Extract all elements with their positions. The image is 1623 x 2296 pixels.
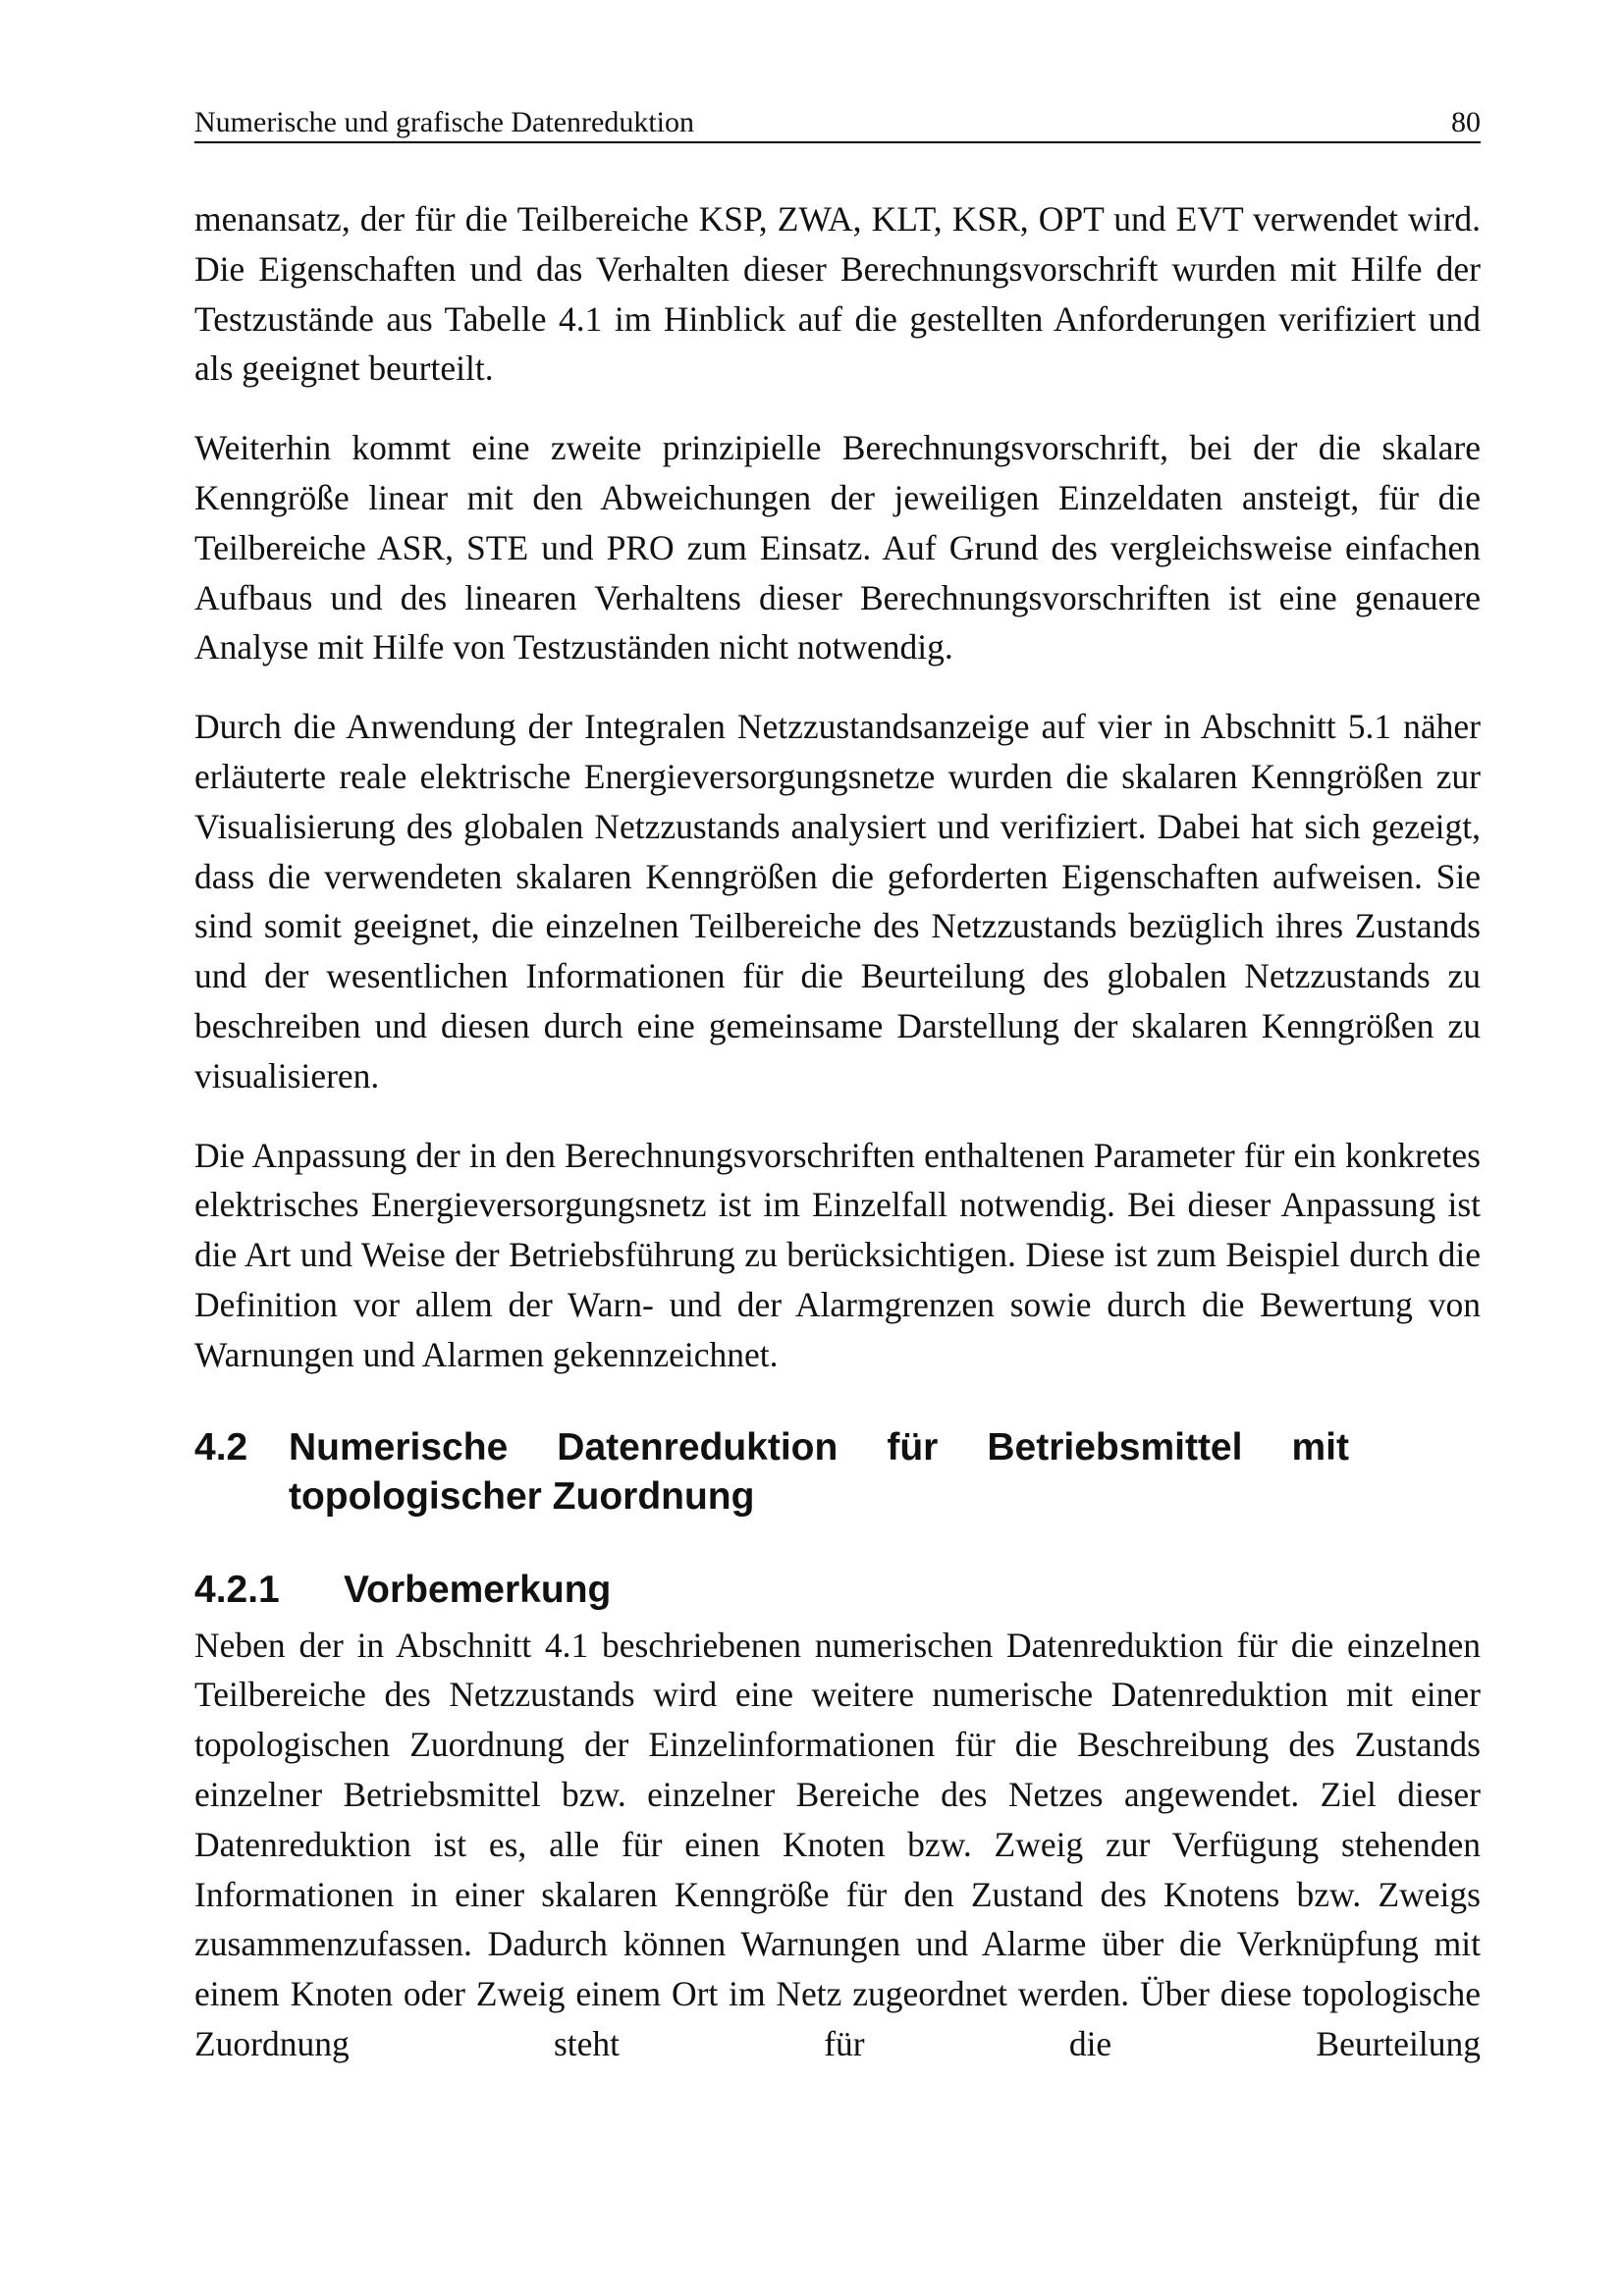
page-number: 80 (1451, 106, 1481, 138)
paragraph: Neben der in Abschnitt 4.1 beschriebenen numerischen Datenreduktion für die einzelnen Teilbereiche des Netzzustands wird eine weitere numerische Datenreduktion mit einer topologischen Zuordnung der Einzelinformationen für die Beschreibung des Zustands einzelner Betriebsmittel bzw. einzelner Bereiche des Netzes angewendet. Ziel dieser Datenreduktion ist es, alle für einen Knoten bzw. Zweig zur Verfügung stehenden Informationen in einer skalaren Kenngröße für den Zustand des Knotens bzw. Zweigs zusammenzufassen. Dadurch können Warnungen und Alarme über die Verknüpfung mit einem Knoten oder Zweig einem Ort im Netz zugeordnet werden. Über diese topologische Zuordnung steht für die Beurteilung (194, 1625, 1481, 2063)
paragraph: menansatz, der für die Teilbereiche KSP, ZWA, KLT, KSR, OPT und EVT verwendet wird. Die Eigenschaften und das Verhalten dieser Berechnungsvorschrift wurden mit Hilfe der Testzustände aus Tabelle 4.1 im Hinblick auf die gestellten Anforderungen verifiziert und als geeignet beurteilt. (194, 199, 1481, 389)
section-heading (194, 1423, 1481, 1522)
running-head (194, 106, 1481, 143)
section-number: 4.2 (194, 1425, 248, 1468)
subsection-number: 4.2.1 (194, 1568, 280, 1611)
subsection-title: Vorbemerkung (344, 1568, 612, 1611)
subsection-heading (194, 1566, 1481, 1615)
body-text (194, 194, 1481, 2069)
section-title: Numerische Datenreduktion für Betriebsmittel mit topologischer Zuordnung (289, 1425, 1349, 1518)
paragraph: Die Anpassung der in den Berechnungsvorschriften enthaltenen Parameter für ein konkretes elektrisches Energieversorgungsnetz ist im Einzelfall notwendig. Bei dieser Anpassung ist die Art und Weise der Betriebsführung zu berücksichtigen. Diese ist zum Beispiel durch die Definition vor allem der Warn- und der Alarmgrenzen sowie durch die Bewertung von Warnungen und Alarmen gekennzeichnet. (194, 1135, 1481, 1374)
paragraph: Weiterhin kommt eine zweite prinzipielle Berechnungsvorschrift, bei der die skalare Kenngröße linear mit den Abweichungen der jeweiligen Einzeldaten ansteigt, für die Teilbereiche ASR, STE und PRO zum Einsatz. Auf Grund des vergleichsweise einfachen Aufbaus und des linearen Verhaltens dieser Berechnungsvorschriften ist eine genauere Analyse mit Hilfe von Testzuständen nicht notwendig. (194, 428, 1481, 667)
paragraph: Durch die Anwendung der Integralen Netzzustandsanzeige auf vier in Abschnitt 5.1 näher erläuterte reale elektrische Energieversorgungsnetze wurden die skalaren Kenngrößen zur Visualisierung des globalen Netzzustands analysiert und verifiziert. Dabei hat sich gezeigt, dass die verwendeten skalaren Kenngrößen die geforderten Eigenschaften aufweisen. Sie sind somit geeignet, die einzelnen Teilbereiche des Netzzustands bezüglich ihres Zustands und der wesentlichen Informationen für die Beurteilung des globalen Netzzustands zu beschreiben und diesen durch eine gemeinsame Darstellung der skalaren Kenngrößen zu visualisieren. (194, 707, 1481, 1095)
running-head-title: Numerische und grafische Datenreduktion (194, 106, 694, 138)
document-page (194, 106, 1481, 2099)
